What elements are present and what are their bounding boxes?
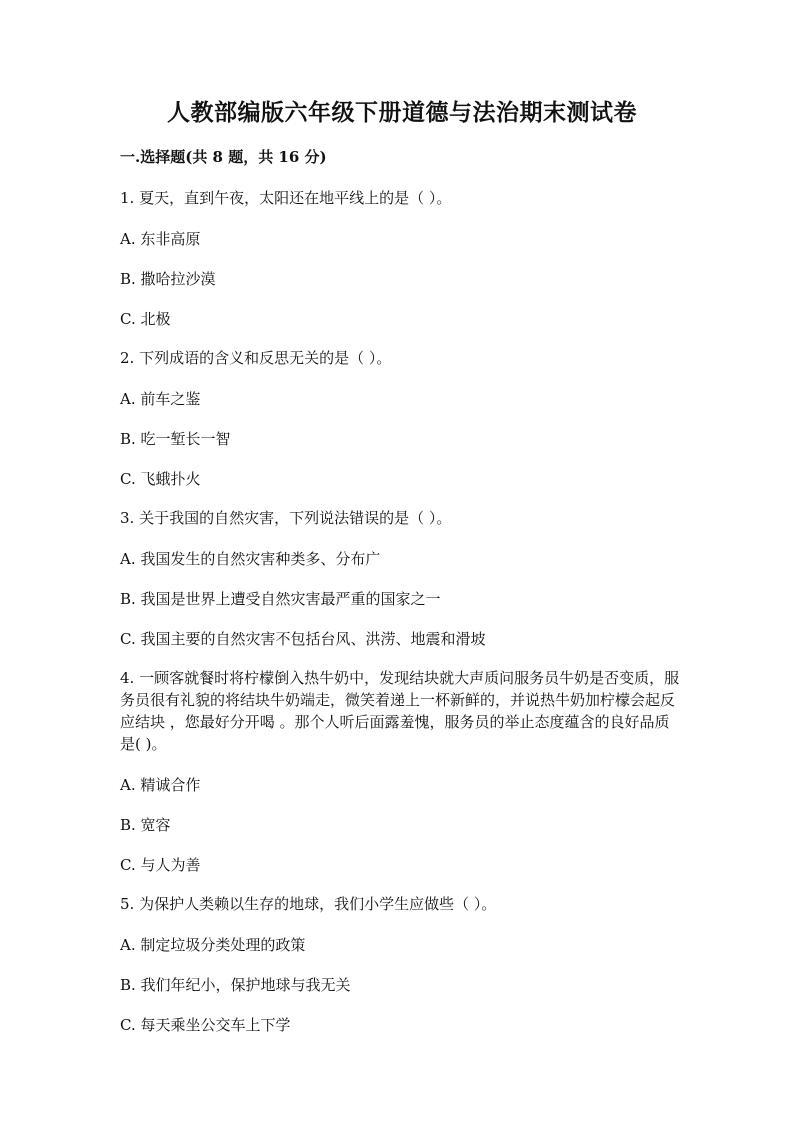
option-c: C. 北极 (120, 310, 171, 328)
option-a: A. 我国发生的自然灾害种类多、分布广 (120, 550, 381, 568)
option-c: C. 与人为善 (120, 856, 201, 874)
document-title: 人教部编版六年级下册道德与法治期末测试卷 (167, 100, 637, 126)
section-heading: 一.选择题(共 8 题，共 16 分) (120, 148, 327, 166)
question-1 (120, 187, 684, 329)
question-5 (120, 893, 684, 1035)
option-c: C. 飞蛾扑火 (120, 470, 201, 488)
question-stem: 2. 下列成语的含义和反思无关的是（ ）。 (120, 349, 392, 367)
option-b: B. 撒哈拉沙漠 (120, 270, 216, 288)
question-3 (120, 507, 684, 649)
question-stem: 3. 关于我国的自然灾害，下列说法错误的是（ ）。 (120, 509, 452, 527)
option-c: C. 每天乘坐公交车上下学 (120, 1016, 291, 1034)
option-a: A. 东非高原 (120, 230, 201, 248)
option-a: A. 前车之鉴 (120, 390, 201, 408)
option-b: B. 我国是世界上遭受自然灾害最严重的国家之一 (120, 590, 441, 608)
question-stem: 5. 为保护人类赖以生存的地球，我们小学生应做些（ ）。 (120, 895, 497, 913)
option-a: A. 精诚合作 (120, 776, 201, 794)
option-c: C. 我国主要的自然灾害不包括台风、洪涝、地震和滑坡 (120, 630, 486, 648)
option-b: B. 宽容 (120, 816, 171, 834)
question-stem: 1. 夏天，直到午夜，太阳还在地平线上的是（ ）。 (120, 189, 452, 207)
option-a: A. 制定垃圾分类处理的政策 (120, 936, 306, 954)
option-b: B. 我们年纪小，保护地球与我无关 (120, 976, 351, 994)
question-4 (120, 667, 684, 875)
option-b: B. 吃一堑长一智 (120, 430, 231, 448)
question-2 (120, 347, 684, 489)
question-stem: 4. 一顾客就餐时将柠檬倒入热牛奶中，发现结块就大声质问服务员牛奶是否变质，服务员很有礼貌的将结块牛奶端走，微笑着递上一杯新鲜的，并说热牛奶加柠檬会起反应结块 ，您最好分开喝 。那个人听后面露羞愧，服务员的举止态度蕴含的良好品质是( )。 (120, 669, 680, 753)
